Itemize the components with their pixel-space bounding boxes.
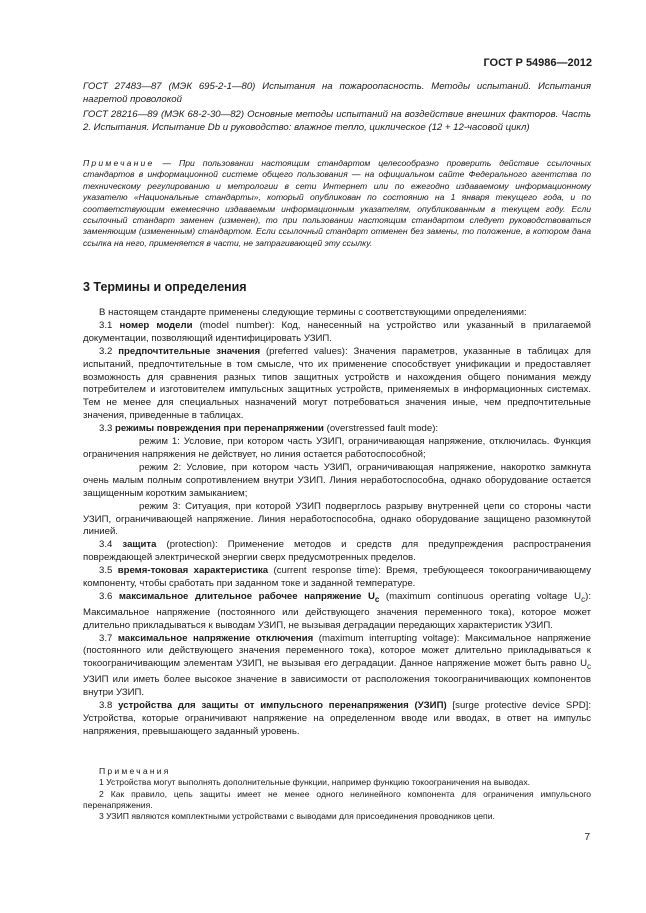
fault-mode-3: режим 3: Ситуация, при которой УЗИП подверглось разрыву внутренней цепи со стороны части УЗИП, ограничивающей напряжение. Линия неработоспособна, однако оборудование защищено разомкнутой линией. [83,500,591,538]
note-item: 2 Как правило, цепь защиты имеет не менее одного нелинейного компонента для ограничения импульсного перенапряжения. [83,788,591,810]
page-number: 7 [584,832,590,843]
term-3-1: 3.1 номер модели (model number): Код, нанесенный на устройство или указанный в прилагаемой документации, позволяющий идентифицировать УЗИП. [83,319,591,344]
fault-mode-1: режим 1: Условие, при котором часть УЗИП, ограничивающая напряжение, отключилась. Функция ограничения напряжения не действует, но линия остается работоспособной; [83,436,591,460]
reference-item: ГОСТ 28216—89 (МЭК 68-2-30—82) Основные методы испытаний на воздействие внешних факторов. Часть 2. Испытания. Испытание Db и руководство: влажное тепло, циклическое (12 + 12-часовой цикл) [83,109,591,133]
term-name: максимальное напряжение отключения [117,632,314,644]
notes-block [83,766,591,822]
definitions-body [83,307,591,739]
reference-item: ГОСТ 27483—87 (МЭК 695-2-1—80) Испытания на пожароопасность. Методы испытаний. Испытания нагретой проволокой [83,81,591,105]
term-3-3: 3.3 режимы повреждения при перенапряжении (overstressed fault mode): [99,423,439,435]
term-name: предпочтительные значения [118,345,261,357]
term-name: максимальное длительное рабочее напряжение $U_c$ [118,590,380,604]
note-item: 3 УЗИП являются комплектными устройствами с выводами для присоединения проводников цепи. [99,811,495,822]
term-name: режимы повреждения при перенапряжении [115,423,324,435]
term-3-6: 3.6 максимальное длительное рабочее напряжение $U_c$ (maximum continuous operating voltage $U_c$): Максимальное напряжение (постоянного или действующего значения переменного тока), которое может длительно прикладываться к выводам УЗИП, не вызывая деградации передающих характеристик УЗИП. [83,590,591,631]
term-3-8: 3.8 устройства для защиты от импульсного перенапряжения (УЗИП) [surge protective device SPD]: Устройства, которые ограничивают напряжение на определенном вводе или вводах, в ответ на импульс напряжения, превышающего заданный уровень. [83,700,591,737]
intro-paragraph: В настоящем стандарте применены следующие термины с соответствующими определениями: [99,307,527,318]
term-3-4: 3.4 защита (protection): Применение методов и средств для предупреждения распространения повреждающей электрической энергии сверх предусмотренных пределов. [83,539,591,564]
note-item: 1 Устройства могут выполнять дополнительные функции, например функцию токоограничения на выводах. [99,777,530,788]
fault-mode-2: режим 2: Условие, при котором часть УЗИП, ограничивающая напряжение, накоротко замкнута очень малым полным сопротивлением внутри УЗИП. Линия неработоспособна, однако оборудование остается защищенным коротким замыканием; [83,461,591,499]
notes-label: Примечания [99,766,171,776]
term-name: номер модели [119,319,193,331]
note-block [83,158,591,249]
term-name: время-токовая характеристика [117,565,269,577]
note-label: Примечание [83,158,155,168]
term-3-2: 3.2 предпочтительные значения (preferred values): Значения параметров, указанные в таблицах для испытаний, предпочтительные в том смысле, что их применение способствует унификации и предоставляет возможность для сравнения разных типов защитных устройств и нахождения общего понимания между потребителем и изготовителем импульсных защитных устройств, применяемых в информационных системах. Тем не менее для специальных назначений могут потребоваться значения иные, чем предпочтительные значения, приведенные в таблицах. [83,345,591,422]
term-name: защита [122,539,157,551]
term-name: устройства для защиты от импульсного перенапряжения (УЗИП) [118,700,447,711]
term-3-5: 3.5 время-токовая характеристика (current response time): Время, требующееся токоограничивающему компоненту, чтобы сработать при заданном токе и заданной температуре. [83,565,591,590]
note-text: — При пользовании настоящим стандартом целесообразно проверить действие ссылочных стандартов в информационной системе общего пользования — на официальном сайте Федерального агентства по техническому регулированию и метрологии в сети Интернет или по ежегодно издаваемому информационному указателю «Национальные стандарты», который опубликован по состоянию на 1 января текущего года, и по соответствующим ежемесячно издаваемым информационным указателям, опубликованным в текущем году. Если ссылочный стандарт заменен (изменен), то при пользовании настоящим стандартом следует руководствоваться заменяющим (измененным) стандартом. Если ссылочный стандарт отменен без замены, то положение, в котором дана ссылка на него, применяется в части, не затрагивающей эту ссылку. [83,158,591,248]
section-title: 3 Термины и определения [83,280,247,294]
term-3-7: 3.7 максимальное напряжение отключения (maximum interrupting voltage): Максимальное напряжение (постоянного или действующего значения переменного тока), которое может длительно прикладываться к токоограничивающим элементам УЗИП, не вызывая его деградации. Данное напряжение может быть равно $U_c$ УЗИП или иметь более высокое значение в зависимости от расположения токоограничивающих компонентов внутри УЗИП. [83,632,591,699]
document-code: ГОСТ Р 54986—2012 [483,57,592,69]
references-block [83,80,591,136]
